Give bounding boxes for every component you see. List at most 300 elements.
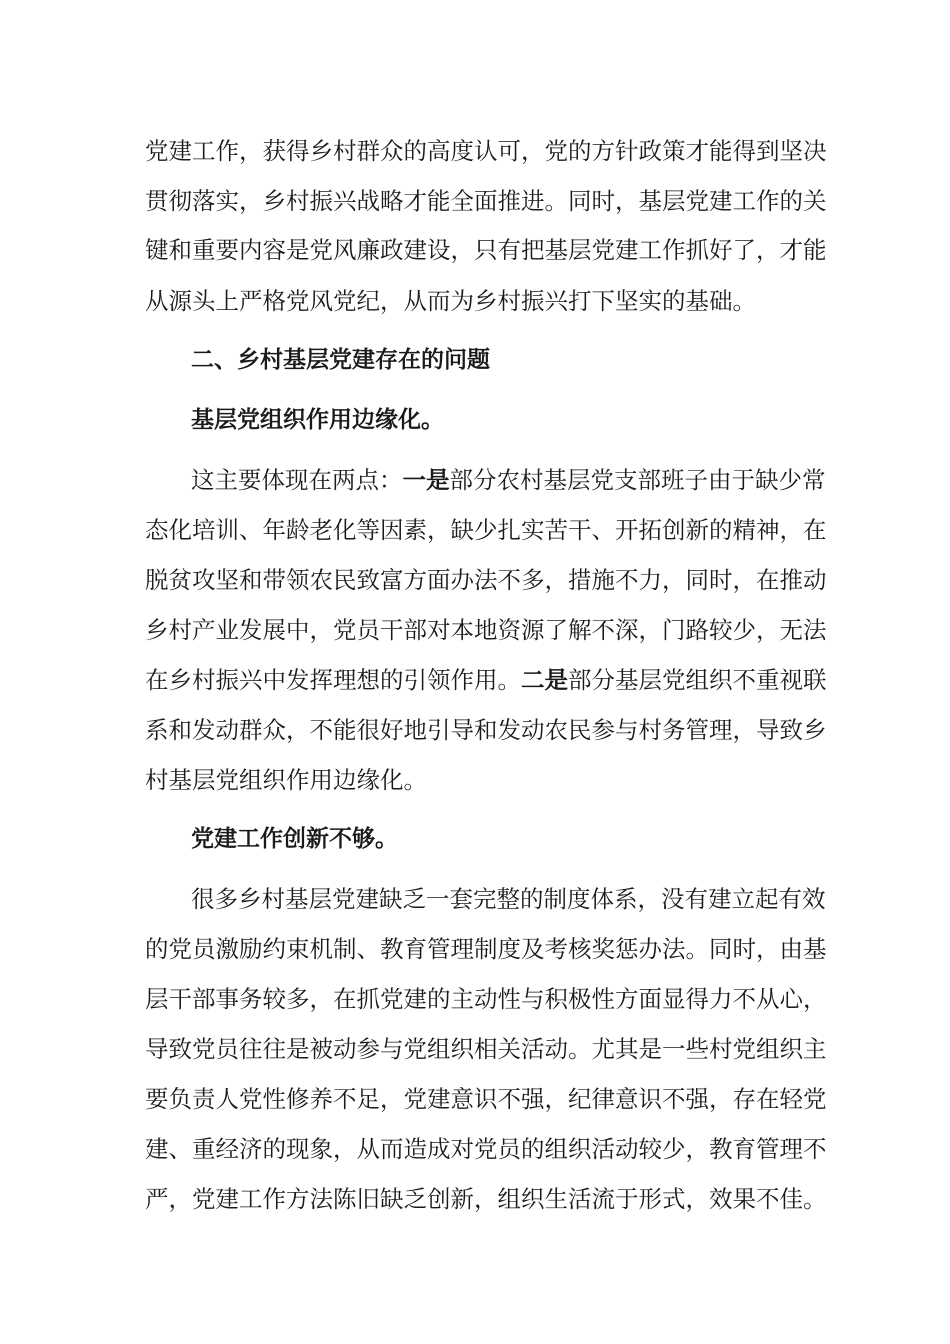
glyph: 在 [333, 985, 357, 1013]
glyph: 修 [286, 1085, 310, 1113]
glyph: 是 [286, 236, 310, 264]
glyph: 龄 [286, 516, 310, 544]
glyph: 分 [473, 466, 497, 494]
glyph: 决 [803, 137, 827, 165]
glyph: 政 [638, 137, 662, 165]
glyph: 主 [450, 985, 474, 1013]
glyph: 村 [168, 616, 192, 644]
glyph: 才 [403, 187, 427, 215]
glyph: 动 [521, 716, 545, 744]
glyph: 时 [709, 566, 733, 594]
glyph: ， [756, 616, 780, 644]
glyph: 容 [262, 236, 286, 264]
glyph: 党 [474, 1135, 498, 1163]
glyph: 陈 [333, 1185, 357, 1213]
glyph: 认 [474, 137, 498, 165]
glyph: 贫 [168, 566, 192, 594]
glyph: 务 [662, 716, 686, 744]
glyph: 系 [614, 885, 638, 913]
glyph: 乡 [803, 716, 827, 744]
glyph: 整 [496, 885, 520, 913]
glyph: 较 [262, 985, 286, 1013]
glyph: 因 [380, 516, 404, 544]
glyph: 重 [192, 236, 216, 264]
glyph: 。 [685, 935, 709, 963]
glyph: 党 [732, 1035, 756, 1063]
glyph: 存 [732, 1085, 756, 1113]
glyph: 教 [709, 1135, 733, 1163]
glyph: 少 [778, 466, 802, 494]
glyph: 面 [427, 566, 451, 594]
glyph: 致 [168, 1035, 192, 1063]
glyph: 极 [568, 985, 592, 1013]
glyph: 不 [662, 1085, 686, 1113]
glyph: 到 [756, 137, 780, 165]
glyph: 村 [286, 187, 310, 215]
glyph: 不 [309, 716, 333, 744]
glyph: 基 [543, 466, 567, 494]
glyph: 资 [497, 616, 521, 644]
glyph: 形 [638, 1185, 662, 1213]
glyph: 中 [286, 616, 310, 644]
glyph: 办 [450, 566, 474, 594]
glyph: 和 [168, 716, 192, 744]
glyph: 很 [191, 885, 215, 913]
glyph: 富 [380, 566, 404, 594]
paragraph-line [145, 131, 827, 171]
glyph: 作 [450, 666, 474, 694]
glyph: ， [544, 566, 568, 594]
glyph: 于 [615, 1185, 639, 1213]
paragraph-line [145, 1129, 827, 1169]
glyph: 导 [450, 716, 474, 744]
glyph: 与 [380, 1035, 404, 1063]
glyph: 纪 [568, 1085, 592, 1113]
glyph: 化 [168, 516, 192, 544]
glyph: 建 [168, 137, 192, 165]
glyph: 强 [521, 1085, 545, 1113]
glyph: 。 [497, 666, 521, 694]
glyph: 创 [662, 516, 686, 544]
glyph: 好 [380, 716, 404, 744]
glyph: 负 [168, 1085, 192, 1113]
paragraph-line [145, 181, 827, 221]
glyph: 领 [427, 666, 451, 694]
glyph: 建 [403, 985, 427, 1013]
glyph: ， [427, 516, 451, 544]
glyph: 乏 [402, 885, 426, 913]
glyph: 体 [261, 466, 285, 494]
glyph: 活 [591, 1135, 615, 1163]
glyph: 战 [356, 187, 380, 215]
glyph: ， [286, 716, 310, 744]
glyph: 从 [356, 1135, 380, 1163]
glyph: 素 [403, 516, 427, 544]
glyph: 扎 [497, 516, 521, 544]
glyph: 地 [403, 716, 427, 744]
glyph: 主 [803, 1035, 827, 1063]
glyph: 和 [474, 716, 498, 744]
glyph: 民 [568, 716, 592, 744]
glyph: 带 [262, 566, 286, 594]
glyph: 是 [286, 1035, 310, 1063]
glyph: 现 [286, 1135, 310, 1163]
glyph: 分 [591, 666, 615, 694]
glyph: 培 [192, 516, 216, 544]
glyph: 方 [615, 985, 639, 1013]
glyph: 尤 [591, 1035, 615, 1063]
paragraph-line [145, 929, 827, 969]
glyph: 制 [333, 935, 357, 963]
glyph: 这 [191, 466, 215, 494]
glyph: 要 [145, 1085, 169, 1113]
glyph: 苦 [544, 516, 568, 544]
glyph: 拓 [638, 516, 662, 544]
glyph: 在 [756, 566, 780, 594]
glyph: 农 [544, 716, 568, 744]
glyph: 时 [591, 187, 615, 215]
glyph: 坚 [779, 137, 803, 165]
glyph: 强 [685, 1085, 709, 1113]
glyph: 奖 [591, 935, 615, 963]
glyph: 推 [497, 187, 521, 215]
glyph: ， [685, 1135, 709, 1163]
glyph: 建 [708, 885, 732, 913]
glyph: ， [450, 236, 474, 264]
glyph: 村 [709, 1035, 733, 1063]
glyph: 化 [333, 516, 357, 544]
glyph: 乡 [145, 616, 169, 644]
glyph: 彻 [168, 187, 192, 215]
glyph: 佳 [779, 1185, 803, 1213]
glyph: 果 [732, 1185, 756, 1213]
glyph: 一 [662, 1035, 686, 1063]
glyph: 有 [497, 236, 521, 264]
glyph: 领 [286, 566, 310, 594]
glyph: ， [615, 187, 639, 215]
glyph: 员 [215, 1035, 239, 1063]
glyph: 理 [779, 1135, 803, 1163]
glyph: 基 [544, 236, 568, 264]
glyph: 和 [239, 566, 263, 594]
glyph: 织 [568, 1135, 592, 1163]
paragraph-line [145, 230, 827, 270]
glyph: 。 [544, 187, 568, 215]
glyph: 态 [145, 516, 169, 544]
glyph: 缺 [379, 885, 403, 913]
glyph: 可 [497, 137, 521, 165]
glyph: ， [380, 1085, 404, 1113]
glyph: ， [474, 1185, 498, 1213]
glyph: 而 [380, 1135, 404, 1163]
emphasis-glyph: 是 [544, 666, 568, 694]
glyph: 不 [732, 985, 756, 1013]
glyph: 人 [215, 1085, 239, 1113]
glyph: ， [309, 985, 333, 1013]
glyph: 不 [756, 1185, 780, 1213]
glyph: 理 [450, 935, 474, 963]
paragraph-line [145, 1179, 827, 1219]
glyph: 点 [355, 466, 379, 494]
glyph: 实 [521, 516, 545, 544]
glyph: ， [732, 716, 756, 744]
glyph: 落 [192, 187, 216, 215]
glyph: 识 [638, 1085, 662, 1113]
glyph: 心 [779, 985, 803, 1013]
glyph: 导 [145, 1035, 169, 1063]
glyph: 活 [568, 1185, 592, 1213]
paragraph-line [145, 979, 827, 1019]
glyph: 。 [803, 1185, 827, 1213]
glyph: 好 [709, 236, 733, 264]
glyph: 能 [333, 716, 357, 744]
glyph: 农 [496, 466, 520, 494]
glyph: 活 [521, 1035, 545, 1063]
glyph: ， [756, 935, 780, 963]
glyph: 发 [497, 716, 521, 744]
glyph: 现 [285, 466, 309, 494]
glyph: ， [662, 566, 686, 594]
glyph: 关 [497, 1035, 521, 1063]
glyph: 攻 [192, 566, 216, 594]
glyph: ， [309, 616, 333, 644]
glyph: ， [732, 566, 756, 594]
glyph: 织 [521, 1185, 545, 1213]
glyph: 在 [145, 666, 169, 694]
glyph: 不 [333, 1085, 357, 1113]
glyph: 由 [779, 935, 803, 963]
glyph: 村 [192, 666, 216, 694]
glyph: 识 [474, 1085, 498, 1113]
glyph: 基 [638, 187, 662, 215]
glyph: 班 [661, 466, 685, 494]
glyph: 深 [615, 616, 639, 644]
glyph: 党 [590, 466, 614, 494]
glyph: 才 [685, 137, 709, 165]
glyph: 不 [803, 1135, 827, 1163]
glyph: 建 [145, 1135, 169, 1163]
glyph: ， [756, 236, 780, 264]
glyph: 动 [544, 1035, 568, 1063]
glyph: 重 [192, 1135, 216, 1163]
glyph: 对 [450, 1135, 474, 1163]
glyph: 年 [262, 516, 286, 544]
glyph: 组 [685, 666, 709, 694]
glyph: 办 [638, 935, 662, 963]
paragraph-line: 从源头上严格党风党纪，从而为乡村振兴打下坚实的基础。 [145, 287, 756, 315]
glyph: 的 [521, 1135, 545, 1163]
glyph: 键 [145, 236, 169, 264]
glyph: 显 [662, 985, 686, 1013]
paragraph-line [145, 710, 827, 750]
glyph: 挥 [309, 666, 333, 694]
glyph: 层 [662, 187, 686, 215]
glyph: 从 [756, 985, 780, 1013]
glyph: 层 [638, 666, 662, 694]
glyph: 性 [262, 1085, 286, 1113]
glyph: 律 [591, 1085, 615, 1113]
glyph: 养 [309, 1085, 333, 1113]
glyph: 抓 [685, 236, 709, 264]
paragraph-line [145, 660, 827, 700]
glyph: 织 [779, 1035, 803, 1063]
glyph: 要 [238, 466, 262, 494]
glyph: 机 [309, 935, 333, 963]
glyph: 乡 [168, 666, 192, 694]
subheading: 党建工作创新不够。 [191, 826, 398, 852]
emphasis-glyph: 二 [521, 666, 545, 694]
glyph: 策 [662, 137, 686, 165]
glyph: 较 [709, 616, 733, 644]
glyph: 基 [285, 885, 309, 913]
glyph: 核 [568, 935, 592, 963]
glyph: 建 [427, 1085, 451, 1113]
glyph: 发 [286, 666, 310, 694]
glyph: 干 [568, 516, 592, 544]
glyph: 党 [192, 1035, 216, 1063]
glyph: 要 [215, 236, 239, 264]
glyph: 党 [168, 935, 192, 963]
glyph: 建 [403, 236, 427, 264]
glyph: 基 [803, 935, 827, 963]
glyph: 的 [427, 985, 451, 1013]
glyph: 起 [755, 885, 779, 913]
glyph: 面 [638, 985, 662, 1013]
glyph: 惩 [615, 935, 639, 963]
glyph: 成 [427, 1135, 451, 1163]
glyph: 缺 [450, 516, 474, 544]
glyph: 神 [756, 516, 780, 544]
glyph: 把 [521, 236, 545, 264]
glyph: 度 [567, 885, 591, 913]
glyph: 缺 [755, 466, 779, 494]
glyph: 党 [544, 137, 568, 165]
glyph: ， [544, 1085, 568, 1113]
glyph: ， [239, 187, 263, 215]
glyph: 得 [732, 137, 756, 165]
glyph: 村 [520, 466, 544, 494]
glyph: 、 [591, 516, 615, 544]
glyph: 作 [215, 137, 239, 165]
glyph: ， [638, 616, 662, 644]
glyph: 乡 [309, 137, 333, 165]
glyph: 育 [732, 1135, 756, 1163]
glyph: 及 [521, 935, 545, 963]
glyph: 只 [474, 236, 498, 264]
glyph: 才 [779, 236, 803, 264]
glyph: 施 [591, 566, 615, 594]
glyph: 组 [497, 1185, 521, 1213]
glyph: 足 [356, 1085, 380, 1113]
glyph: 管 [756, 1135, 780, 1163]
glyph: 法 [662, 935, 686, 963]
emphasis-glyph: 是 [426, 466, 450, 494]
glyph: 约 [262, 935, 286, 963]
glyph: 务 [239, 985, 263, 1013]
glyph: 党 [403, 1035, 427, 1063]
glyph: 新 [685, 516, 709, 544]
glyph: 风 [333, 236, 357, 264]
glyph: 在 [308, 466, 332, 494]
glyph: 了 [732, 236, 756, 264]
glyph: 党 [591, 236, 615, 264]
glyph: 不 [732, 666, 756, 694]
glyph: 抓 [356, 985, 380, 1013]
glyph: 民 [333, 566, 357, 594]
glyph: 其 [615, 1035, 639, 1063]
glyph: 制 [474, 935, 498, 963]
glyph: 得 [286, 137, 310, 165]
glyph: 门 [662, 616, 686, 644]
glyph: 引 [403, 666, 427, 694]
glyph: 、 [356, 935, 380, 963]
glyph: 性 [591, 985, 615, 1013]
glyph: 工 [638, 236, 662, 264]
glyph: 兴 [333, 187, 357, 215]
glyph: 层 [308, 885, 332, 913]
glyph: 高 [427, 137, 451, 165]
glyph: 法 [803, 616, 827, 644]
glyph: 联 [803, 666, 827, 694]
glyph: 党 [803, 1085, 827, 1113]
glyph: 在 [756, 1085, 780, 1113]
glyph: 进 [521, 187, 545, 215]
glyph: 没 [661, 885, 685, 913]
glyph: 重 [756, 666, 780, 694]
glyph: 参 [591, 716, 615, 744]
glyph: ， [779, 516, 803, 544]
glyph: 层 [568, 236, 592, 264]
glyph: 贯 [145, 187, 169, 215]
glyph: ， [637, 885, 661, 913]
glyph: 建 [215, 1185, 239, 1213]
glyph: 套 [449, 885, 473, 913]
glyph: 旧 [356, 1185, 380, 1213]
glyph: 多 [214, 885, 238, 913]
glyph: 完 [473, 885, 497, 913]
glyph: 少 [474, 516, 498, 544]
glyph: 部 [637, 466, 661, 494]
glyph: 略 [380, 187, 404, 215]
glyph: 方 [591, 137, 615, 165]
glyph: 解 [568, 616, 592, 644]
glyph: 部 [449, 466, 473, 494]
glyph: 作 [756, 187, 780, 215]
glyph: 员 [356, 616, 380, 644]
glyph: 部 [192, 985, 216, 1013]
glyph: 多 [286, 985, 310, 1013]
glyph: 村 [333, 137, 357, 165]
glyph: 党 [333, 616, 357, 644]
glyph: 织 [450, 1035, 474, 1063]
glyph: 全 [450, 187, 474, 215]
glyph: 力 [709, 985, 733, 1013]
glyph: 、 [239, 516, 263, 544]
glyph: 对 [427, 616, 451, 644]
glyph: 少 [662, 1135, 686, 1163]
glyph: 育 [403, 935, 427, 963]
glyph: 造 [403, 1135, 427, 1163]
glyph: 村 [261, 885, 285, 913]
glyph: 轻 [779, 1085, 803, 1113]
glyph: 方 [403, 566, 427, 594]
glyph: 党 [332, 885, 356, 913]
glyph: 党 [662, 666, 686, 694]
glyph: 组 [544, 1135, 568, 1163]
glyph: 实 [215, 187, 239, 215]
glyph: 体 [590, 885, 614, 913]
glyph: 地 [474, 616, 498, 644]
